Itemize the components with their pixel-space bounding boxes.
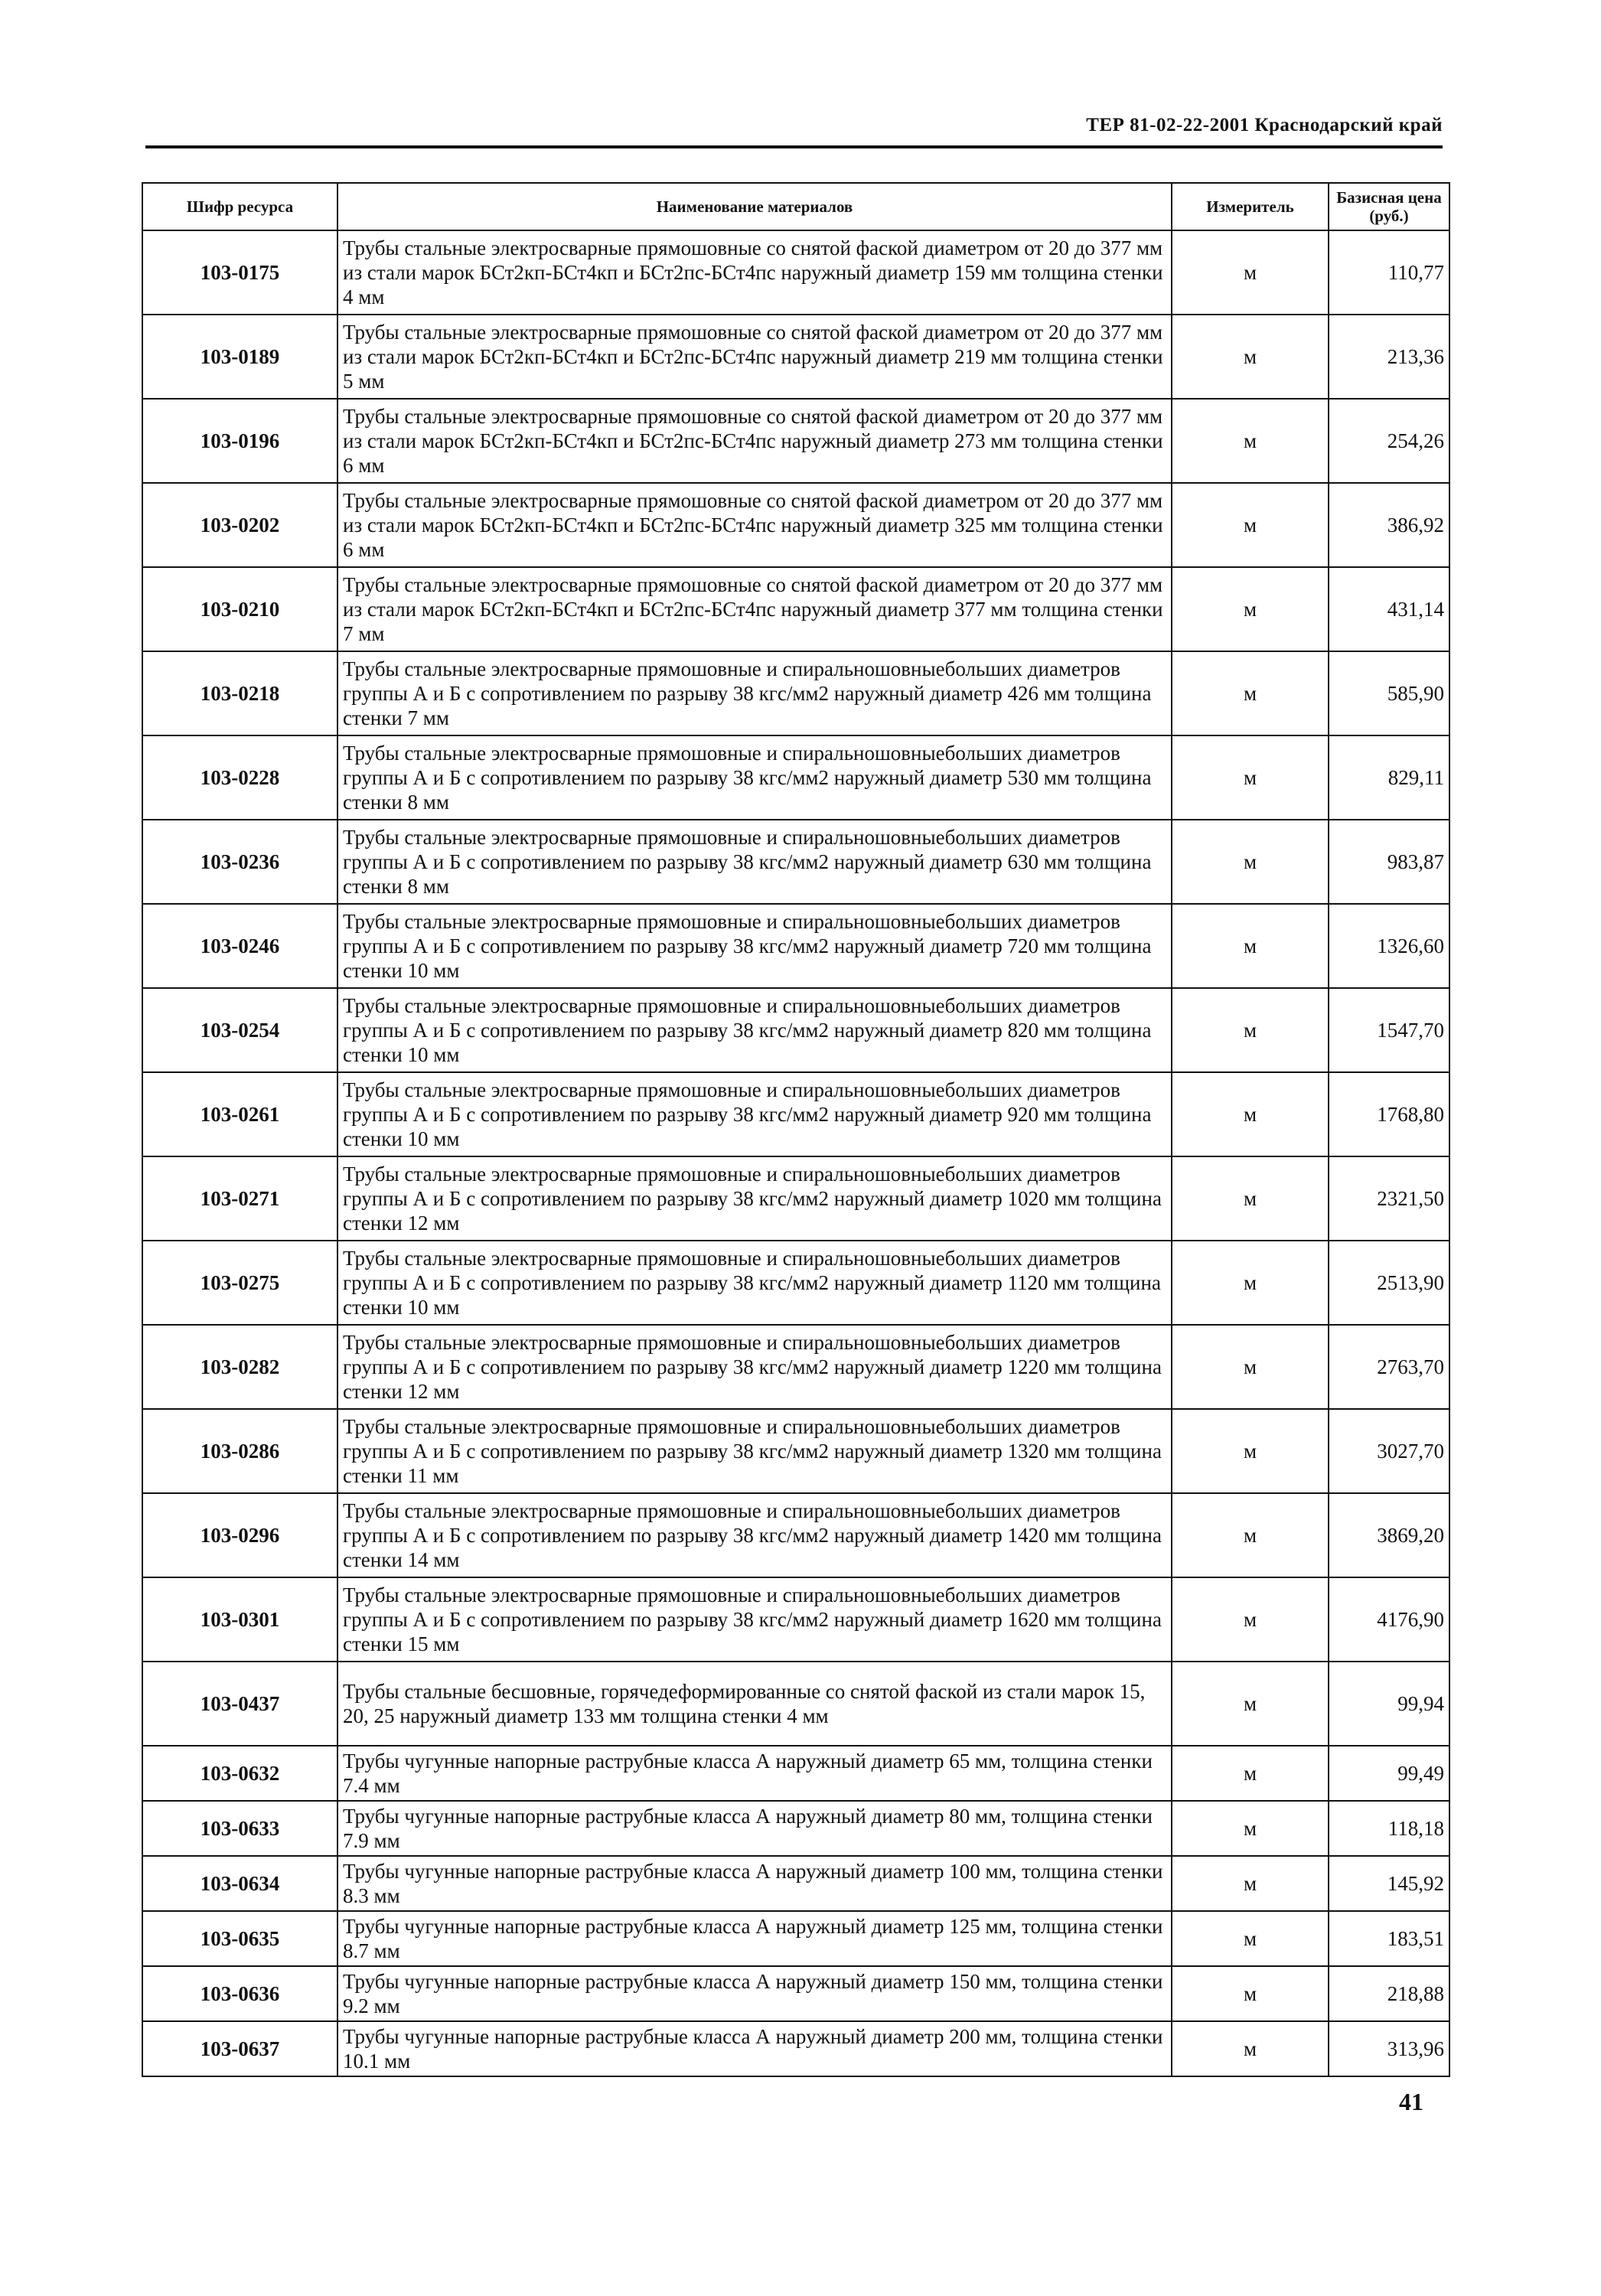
material-name-cell: Трубы чугунные напорные раструбные класса А наружный диаметр 80 мм, толщина стенки 7.9 мм bbox=[337, 1801, 1172, 1856]
column-header-name: Наименование материалов bbox=[337, 183, 1172, 230]
unit-cell: м bbox=[1172, 230, 1329, 315]
unit-cell: м bbox=[1172, 735, 1329, 820]
unit-cell: м bbox=[1172, 651, 1329, 735]
table-row bbox=[142, 1911, 1449, 1966]
unit-cell: м bbox=[1172, 1156, 1329, 1241]
resource-code-cell: 103-0301 bbox=[142, 1577, 337, 1662]
base-price-cell: 118,18 bbox=[1329, 1801, 1449, 1856]
column-header-price: Базисная цена (руб.) bbox=[1329, 183, 1449, 230]
unit-cell: м bbox=[1172, 1493, 1329, 1577]
material-name-cell: Трубы стальные электросварные прямошовные и спиральношовныебольших диаметров группы А и Б с сопротивлением по разрыву 38 кгс/мм2 наружный диаметр 530 мм толщина стенки 8 мм bbox=[337, 735, 1172, 820]
base-price-cell: 183,51 bbox=[1329, 1911, 1449, 1966]
base-price-cell: 110,77 bbox=[1329, 230, 1449, 315]
table-row bbox=[142, 820, 1449, 904]
resource-code-cell: 103-0196 bbox=[142, 399, 337, 483]
base-price-cell: 983,87 bbox=[1329, 820, 1449, 904]
unit-cell: м bbox=[1172, 567, 1329, 651]
material-name-cell: Трубы стальные электросварные прямошовные и спиральношовныебольших диаметров группы А и Б с сопротивлением по разрыву 38 кгс/мм2 наружный диаметр 1620 мм толщина стенки 15 мм bbox=[337, 1577, 1172, 1662]
resource-code-cell: 103-0282 bbox=[142, 1325, 337, 1409]
material-name-cell: Трубы стальные электросварные прямошовные и спиральношовныебольших диаметров группы А и Б с сопротивлением по разрыву 38 кгс/мм2 наружный диаметр 1320 мм толщина стенки 11 мм bbox=[337, 1409, 1172, 1493]
unit-cell: м bbox=[1172, 1409, 1329, 1493]
resource-code-cell: 103-0632 bbox=[142, 1746, 337, 1801]
resource-code-cell: 103-0637 bbox=[142, 2021, 337, 2076]
material-name-cell: Трубы стальные электросварные прямошовные и спиральношовныебольших диаметров группы А и Б с сопротивлением по разрыву 38 кгс/мм2 наружный диаметр 1420 мм толщина стенки 14 мм bbox=[337, 1493, 1172, 1577]
table-row bbox=[142, 651, 1449, 735]
table-row bbox=[142, 904, 1449, 988]
resource-code-cell: 103-0286 bbox=[142, 1409, 337, 1493]
unit-cell: м bbox=[1172, 1911, 1329, 1966]
table-row bbox=[142, 1801, 1449, 1856]
base-price-cell: 99,94 bbox=[1329, 1662, 1449, 1746]
unit-cell: м bbox=[1172, 1662, 1329, 1746]
table-row bbox=[142, 1662, 1449, 1746]
material-name-cell: Трубы чугунные напорные раструбные класса А наружный диаметр 125 мм, толщина стенки 8.7 мм bbox=[337, 1911, 1172, 1966]
column-header-unit: Измеритель bbox=[1172, 183, 1329, 230]
material-name-cell: Трубы чугунные напорные раструбные класса А наружный диаметр 100 мм, толщина стенки 8.3 мм bbox=[337, 1856, 1172, 1911]
table-row bbox=[142, 1493, 1449, 1577]
resource-code-cell: 103-0228 bbox=[142, 735, 337, 820]
material-name-cell: Трубы стальные электросварные прямошовные со снятой фаской диаметром от 20 до 377 мм из стали марок БСт2кп-БСт4кп и БСт2пс-БСт4пс наружный диаметр 219 мм толщина стенки 5 мм bbox=[337, 315, 1172, 399]
material-name-cell: Трубы чугунные напорные раструбные класса А наружный диаметр 150 мм, толщина стенки 9.2 мм bbox=[337, 1966, 1172, 2021]
table-header bbox=[142, 183, 1449, 230]
table-row bbox=[142, 315, 1449, 399]
base-price-cell: 585,90 bbox=[1329, 651, 1449, 735]
unit-cell: м bbox=[1172, 1746, 1329, 1801]
column-header-code: Шифр ресурса bbox=[142, 183, 337, 230]
unit-cell: м bbox=[1172, 483, 1329, 567]
resource-code-cell: 103-0236 bbox=[142, 820, 337, 904]
base-price-cell: 386,92 bbox=[1329, 483, 1449, 567]
page-number: 41 bbox=[1399, 2088, 1423, 2115]
unit-cell: м bbox=[1172, 904, 1329, 988]
material-name-cell: Трубы стальные электросварные прямошовные и спиральношовныебольших диаметров группы А и Б с сопротивлением по разрыву 38 кгс/мм2 наружный диаметр 720 мм толщина стенки 10 мм bbox=[337, 904, 1172, 988]
table-row bbox=[142, 1577, 1449, 1662]
resource-code-cell: 103-0254 bbox=[142, 988, 337, 1072]
base-price-cell: 2321,50 bbox=[1329, 1156, 1449, 1241]
resource-code-cell: 103-0210 bbox=[142, 567, 337, 651]
table-row bbox=[142, 735, 1449, 820]
table-row bbox=[142, 1856, 1449, 1911]
material-name-cell: Трубы стальные электросварные прямошовные со снятой фаской диаметром от 20 до 377 мм из стали марок БСт2кп-БСт4кп и БСт2пс-БСт4пс наружный диаметр 377 мм толщина стенки 7 мм bbox=[337, 567, 1172, 651]
unit-cell: м bbox=[1172, 399, 1329, 483]
unit-cell: м bbox=[1172, 1325, 1329, 1409]
unit-cell: м bbox=[1172, 1577, 1329, 1662]
base-price-cell: 2763,70 bbox=[1329, 1325, 1449, 1409]
base-price-cell: 218,88 bbox=[1329, 1966, 1449, 2021]
unit-cell: м bbox=[1172, 315, 1329, 399]
table-row bbox=[142, 1072, 1449, 1156]
resource-code-cell: 103-0635 bbox=[142, 1911, 337, 1966]
base-price-cell: 1547,70 bbox=[1329, 988, 1449, 1072]
resource-code-cell: 103-0189 bbox=[142, 315, 337, 399]
material-name-cell: Трубы стальные электросварные прямошовные и спиральношовныебольших диаметров группы А и Б с сопротивлением по разрыву 38 кгс/мм2 наружный диаметр 630 мм толщина стенки 8 мм bbox=[337, 820, 1172, 904]
base-price-cell: 254,26 bbox=[1329, 399, 1449, 483]
resource-code-cell: 103-0261 bbox=[142, 1072, 337, 1156]
base-price-cell: 313,96 bbox=[1329, 2021, 1449, 2076]
material-name-cell: Трубы стальные электросварные прямошовные и спиральношовныебольших диаметров группы А и Б с сопротивлением по разрыву 38 кгс/мм2 наружный диаметр 426 мм толщина стенки 7 мм bbox=[337, 651, 1172, 735]
resource-code-cell: 103-0636 bbox=[142, 1966, 337, 2021]
table-row bbox=[142, 1325, 1449, 1409]
base-price-cell: 1326,60 bbox=[1329, 904, 1449, 988]
unit-cell: м bbox=[1172, 2021, 1329, 2076]
table-row bbox=[142, 988, 1449, 1072]
resource-code-cell: 103-0246 bbox=[142, 904, 337, 988]
materials-price-table bbox=[142, 182, 1450, 2077]
table-header-row bbox=[142, 183, 1449, 230]
material-name-cell: Трубы стальные электросварные прямошовные со снятой фаской диаметром от 20 до 377 мм из стали марок БСт2кп-БСт4кп и БСт2пс-БСт4пс наружный диаметр 159 мм толщина стенки 4 мм bbox=[337, 230, 1172, 315]
unit-cell: м bbox=[1172, 1856, 1329, 1911]
unit-cell: м bbox=[1172, 1072, 1329, 1156]
base-price-cell: 4176,90 bbox=[1329, 1577, 1449, 1662]
base-price-cell: 213,36 bbox=[1329, 315, 1449, 399]
table-row bbox=[142, 1966, 1449, 2021]
base-price-cell: 3869,20 bbox=[1329, 1493, 1449, 1577]
document-header: ТЕР 81-02-22-2001 Краснодарский край bbox=[1086, 115, 1443, 135]
table-body bbox=[142, 230, 1449, 2076]
unit-cell: м bbox=[1172, 988, 1329, 1072]
table-row bbox=[142, 1746, 1449, 1801]
resource-code-cell: 103-0275 bbox=[142, 1241, 337, 1325]
material-name-cell: Трубы стальные электросварные прямошовные и спиральношовныебольших диаметров группы А и Б с сопротивлением по разрыву 38 кгс/мм2 наружный диаметр 1120 мм толщина стенки 10 мм bbox=[337, 1241, 1172, 1325]
table-row bbox=[142, 483, 1449, 567]
material-name-cell: Трубы стальные электросварные прямошовные и спиральношовныебольших диаметров группы А и Б с сопротивлением по разрыву 38 кгс/мм2 наружный диаметр 1020 мм толщина стенки 12 мм bbox=[337, 1156, 1172, 1241]
table-row bbox=[142, 1156, 1449, 1241]
material-name-cell: Трубы стальные электросварные прямошовные и спиральношовныебольших диаметров группы А и Б с сопротивлением по разрыву 38 кгс/мм2 наружный диаметр 1220 мм толщина стенки 12 мм bbox=[337, 1325, 1172, 1409]
table-row bbox=[142, 567, 1449, 651]
table-row bbox=[142, 2021, 1449, 2076]
table-row bbox=[142, 230, 1449, 315]
material-name-cell: Трубы стальные бесшовные, горячедеформированные со снятой фаской из стали марок 15, 20, 25 наружный диаметр 133 мм толщина стенки 4 мм bbox=[337, 1662, 1172, 1746]
unit-cell: м bbox=[1172, 820, 1329, 904]
base-price-cell: 431,14 bbox=[1329, 567, 1449, 651]
unit-cell: м bbox=[1172, 1241, 1329, 1325]
resource-code-cell: 103-0296 bbox=[142, 1493, 337, 1577]
base-price-cell: 829,11 bbox=[1329, 735, 1449, 820]
material-name-cell: Трубы стальные электросварные прямошовные со снятой фаской диаметром от 20 до 377 мм из стали марок БСт2кп-БСт4кп и БСт2пс-БСт4пс наружный диаметр 273 мм толщина стенки 6 мм bbox=[337, 399, 1172, 483]
material-name-cell: Трубы стальные электросварные прямошовные со снятой фаской диаметром от 20 до 377 мм из стали марок БСт2кп-БСт4кп и БСт2пс-БСт4пс наружный диаметр 325 мм толщина стенки 6 мм bbox=[337, 483, 1172, 567]
base-price-cell: 1768,80 bbox=[1329, 1072, 1449, 1156]
resource-code-cell: 103-0202 bbox=[142, 483, 337, 567]
base-price-cell: 3027,70 bbox=[1329, 1409, 1449, 1493]
resource-code-cell: 103-0271 bbox=[142, 1156, 337, 1241]
header-divider bbox=[145, 145, 1443, 148]
material-name-cell: Трубы чугунные напорные раструбные класса А наружный диаметр 200 мм, толщина стенки 10.1 мм bbox=[337, 2021, 1172, 2076]
unit-cell: м bbox=[1172, 1966, 1329, 2021]
base-price-cell: 2513,90 bbox=[1329, 1241, 1449, 1325]
table-row bbox=[142, 1241, 1449, 1325]
resource-code-cell: 103-0437 bbox=[142, 1662, 337, 1746]
material-name-cell: Трубы чугунные напорные раструбные класса А наружный диаметр 65 мм, толщина стенки 7.4 мм bbox=[337, 1746, 1172, 1801]
unit-cell: м bbox=[1172, 1801, 1329, 1856]
table-row bbox=[142, 399, 1449, 483]
material-name-cell: Трубы стальные электросварные прямошовные и спиральношовныебольших диаметров группы А и Б с сопротивлением по разрыву 38 кгс/мм2 наружный диаметр 820 мм толщина стенки 10 мм bbox=[337, 988, 1172, 1072]
resource-code-cell: 103-0218 bbox=[142, 651, 337, 735]
resource-code-cell: 103-0633 bbox=[142, 1801, 337, 1856]
base-price-cell: 145,92 bbox=[1329, 1856, 1449, 1911]
resource-code-cell: 103-0634 bbox=[142, 1856, 337, 1911]
resource-code-cell: 103-0175 bbox=[142, 230, 337, 315]
table-row bbox=[142, 1409, 1449, 1493]
material-name-cell: Трубы стальные электросварные прямошовные и спиральношовныебольших диаметров группы А и Б с сопротивлением по разрыву 38 кгс/мм2 наружный диаметр 920 мм толщина стенки 10 мм bbox=[337, 1072, 1172, 1156]
base-price-cell: 99,49 bbox=[1329, 1746, 1449, 1801]
